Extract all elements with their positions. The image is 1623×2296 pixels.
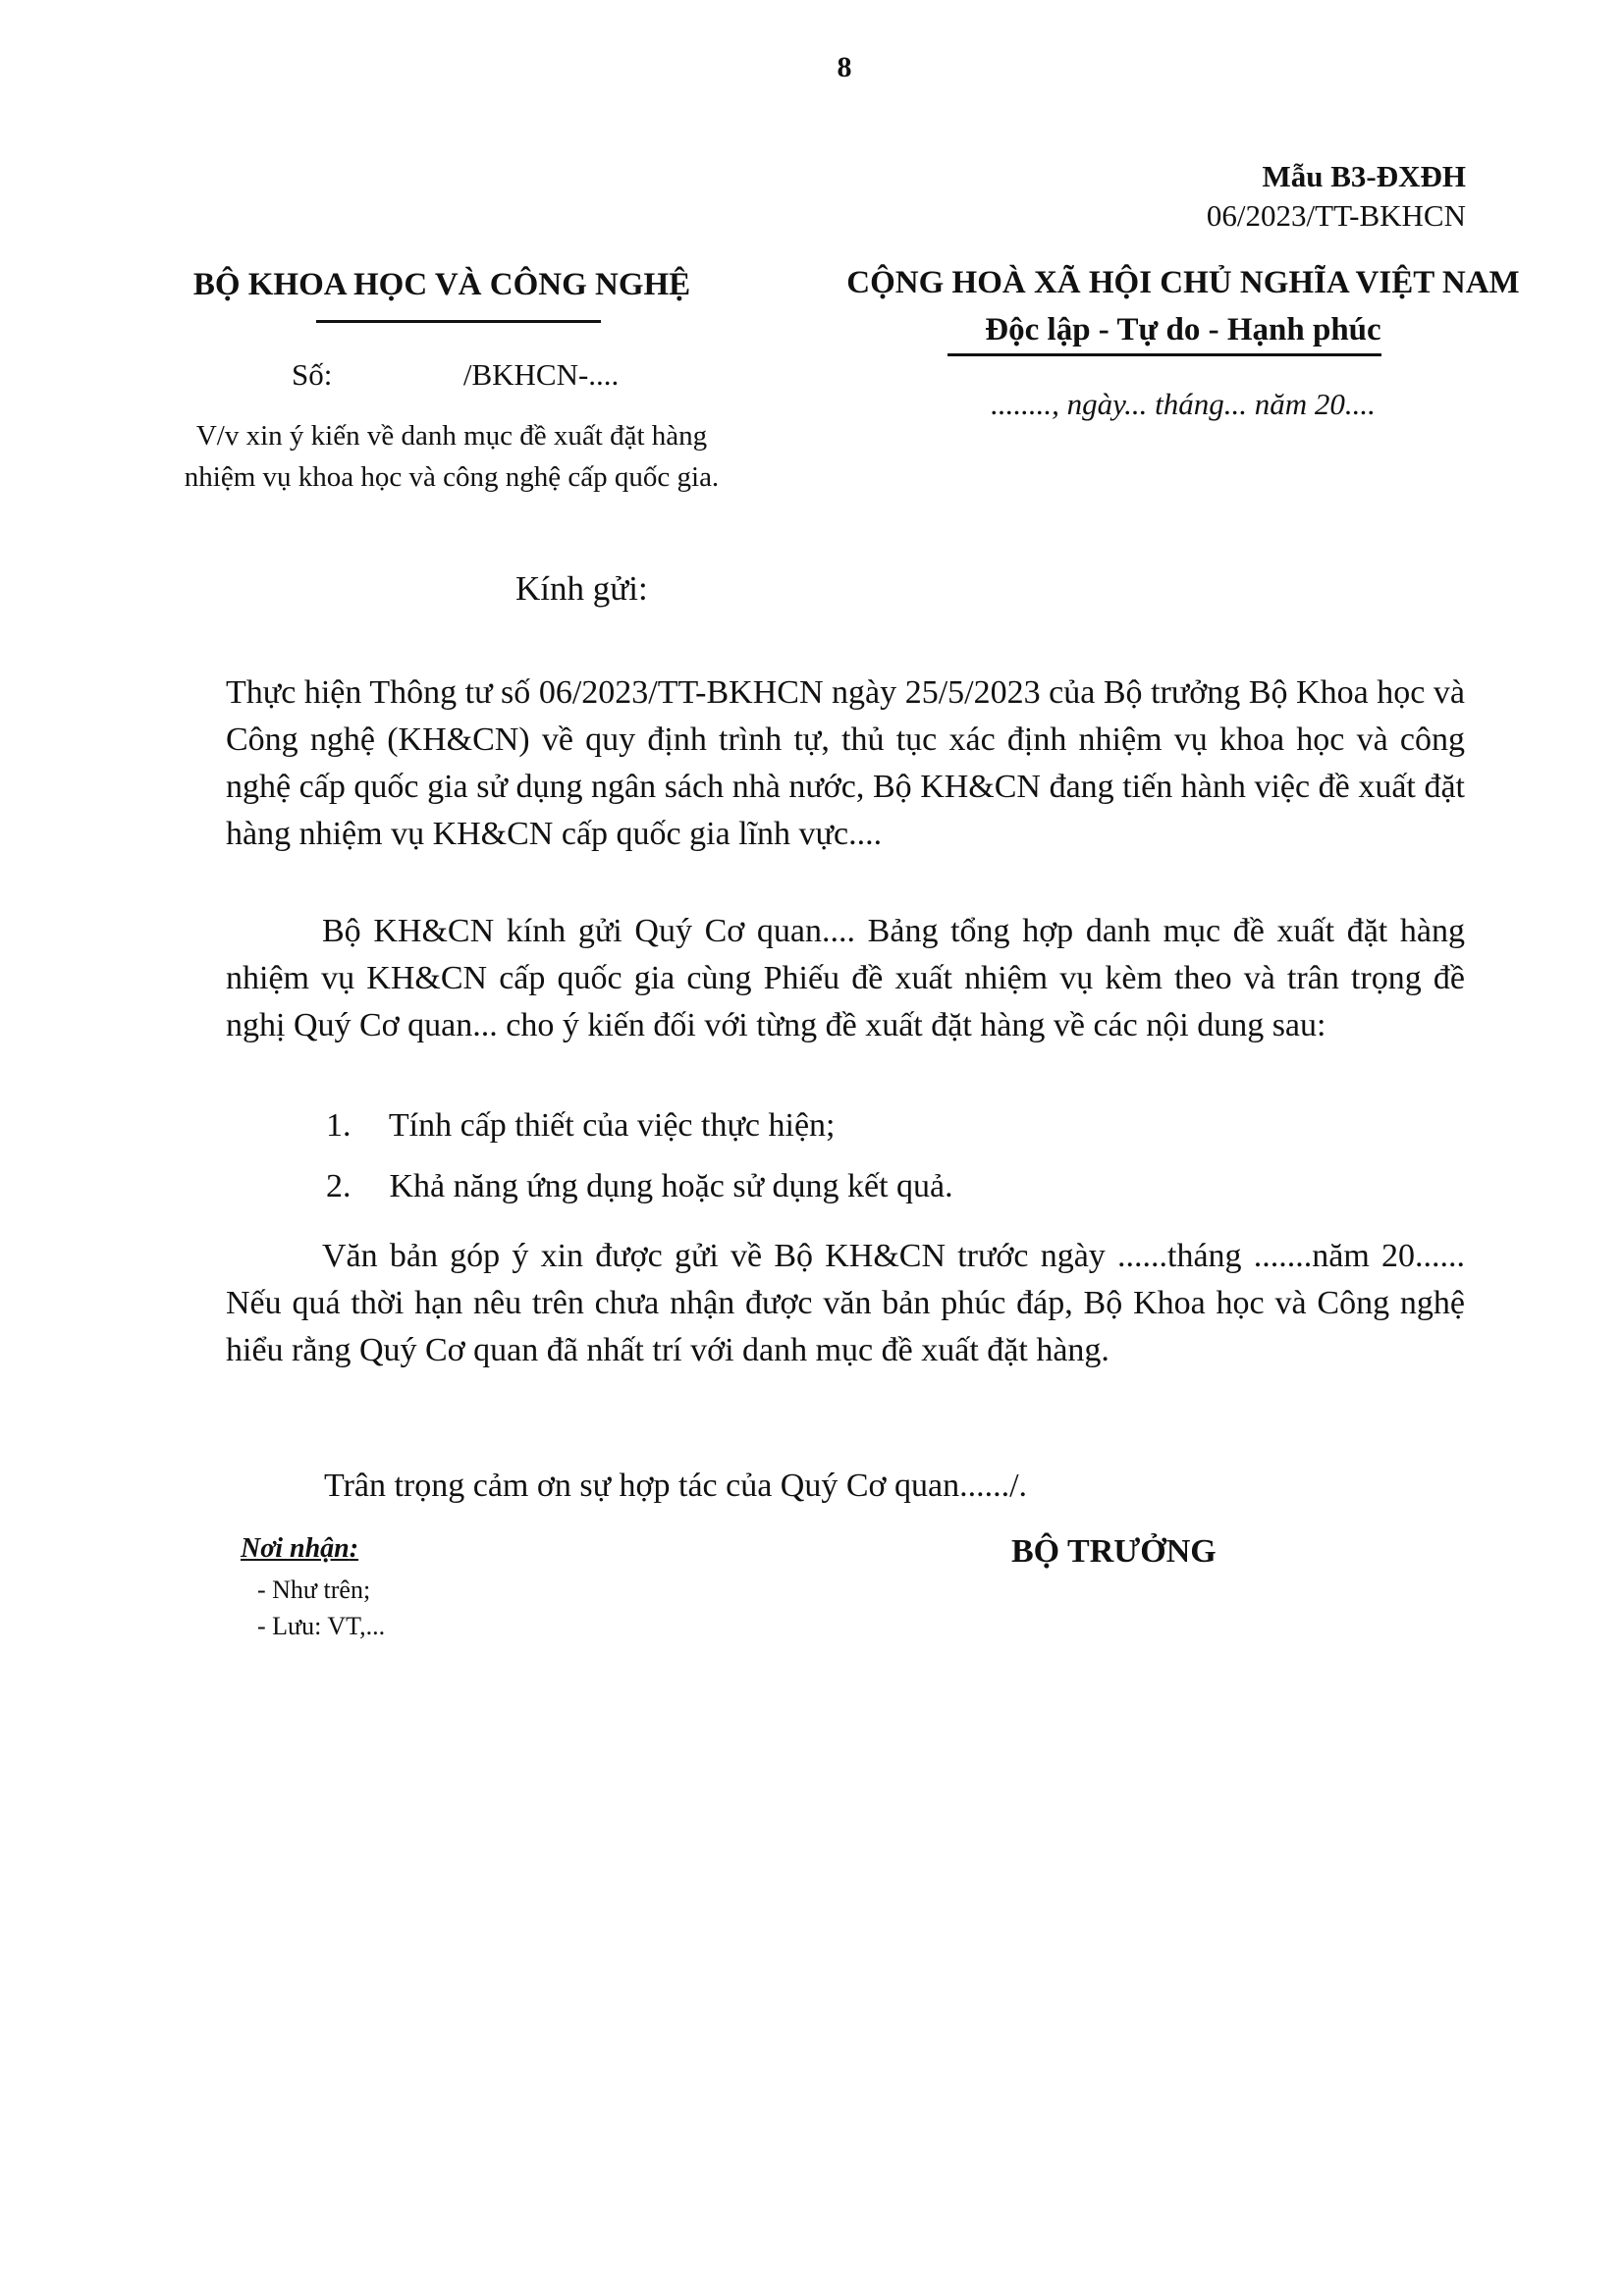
- national-title: CỘNG HOÀ XÃ HỘI CHỦ NGHĨA VIỆT NAM: [846, 265, 1520, 300]
- document-number-label: Số:: [292, 357, 333, 392]
- subject-line-2: nhiệm vụ khoa học và công nghệ cấp quốc gia.: [184, 461, 720, 493]
- recipients-heading: [241, 1533, 358, 1565]
- list-item: [326, 1168, 953, 1205]
- form-code-block: [1207, 157, 1466, 236]
- recipients-heading-colon: :: [349, 1533, 359, 1564]
- list-item: [326, 1107, 835, 1145]
- signer-title: BỘ TRƯỞNG: [1011, 1533, 1217, 1570]
- national-motto: Độc lập - Tự do - Hạnh phúc: [985, 312, 1381, 347]
- list-item-number: 2.: [326, 1168, 352, 1204]
- recipients-heading-label: Nơi nhận: [241, 1533, 350, 1564]
- document-number-value: /BKHCN-....: [462, 357, 620, 392]
- page-number: 8: [837, 51, 852, 83]
- list-item-text: Khả năng ứng dụng hoặc sử dụng kết quả.: [389, 1168, 953, 1204]
- agency-underline: [316, 320, 601, 323]
- paragraph-2: [226, 908, 1465, 1049]
- list-item-text: Tính cấp thiết của việc thực hiện;: [388, 1107, 836, 1144]
- form-code: Mẫu B3-ĐXĐH: [1262, 159, 1466, 193]
- circular-reference: 06/2023/TT-BKHCN: [1206, 198, 1466, 233]
- agency-name: BỘ KHOA HỌC VÀ CÔNG NGHỆ: [192, 267, 691, 302]
- recipient-item: - Lưu: VT,...: [257, 1612, 386, 1640]
- motto-underline: [947, 353, 1381, 356]
- paragraph-1: [226, 669, 1465, 858]
- deadline-paragraph-text: Văn bản góp ý xin được gửi về Bộ KH&CN trước ngày ......tháng .......năm 20...... Nếu quá thời hạn nêu trên chưa nhận được văn bản phúc đáp, Bộ Khoa học và Công nghệ hiểu rằng Quý Cơ quan đã nhất trí với danh mục đề xuất đặt hàng.: [226, 1238, 1465, 1368]
- document-number: [292, 357, 619, 393]
- recipient-item: - Như trên;: [257, 1575, 371, 1604]
- paragraph-2-text: Bộ KH&CN kính gửi Quý Cơ quan.... Bảng tổng hợp danh mục đề xuất đặt hàng nhiệm vụ KH&CN cấp quốc gia cùng Phiếu đề xuất nhiệm vụ kèm theo và trân trọng đề nghị Quý Cơ quan... cho ý kiến đối với từng đề xuất đặt hàng về các nội dung sau:: [226, 913, 1465, 1043]
- salutation: Kính gửi:: [515, 569, 648, 608]
- subject-line-1: V/v xin ý kiến về danh mục đề xuất đặt hàng: [195, 420, 708, 452]
- paragraph-1-text: Thực hiện Thông tư số 06/2023/TT-BKHCN ngày 25/5/2023 của Bộ trưởng Bộ Khoa học và Công nghệ (KH&CN) về quy định trình tự, thủ tục xác định nhiệm vụ khoa học và công nghệ cấp quốc gia sử dụng ngân sách nhà nước, Bộ KH&CN đang tiến hành việc đề xuất đặt hàng nhiệm vụ KH&CN cấp quốc gia lĩnh vực....: [226, 674, 1465, 852]
- thanks-line: Trân trọng cảm ơn sự hợp tác của Quý Cơ quan....../.: [324, 1468, 1028, 1504]
- list-item-number: 1.: [326, 1107, 352, 1144]
- subject-line: [137, 415, 766, 498]
- date-line: ........, ngày... tháng... năm 20....: [991, 387, 1376, 421]
- deadline-paragraph: [226, 1233, 1465, 1374]
